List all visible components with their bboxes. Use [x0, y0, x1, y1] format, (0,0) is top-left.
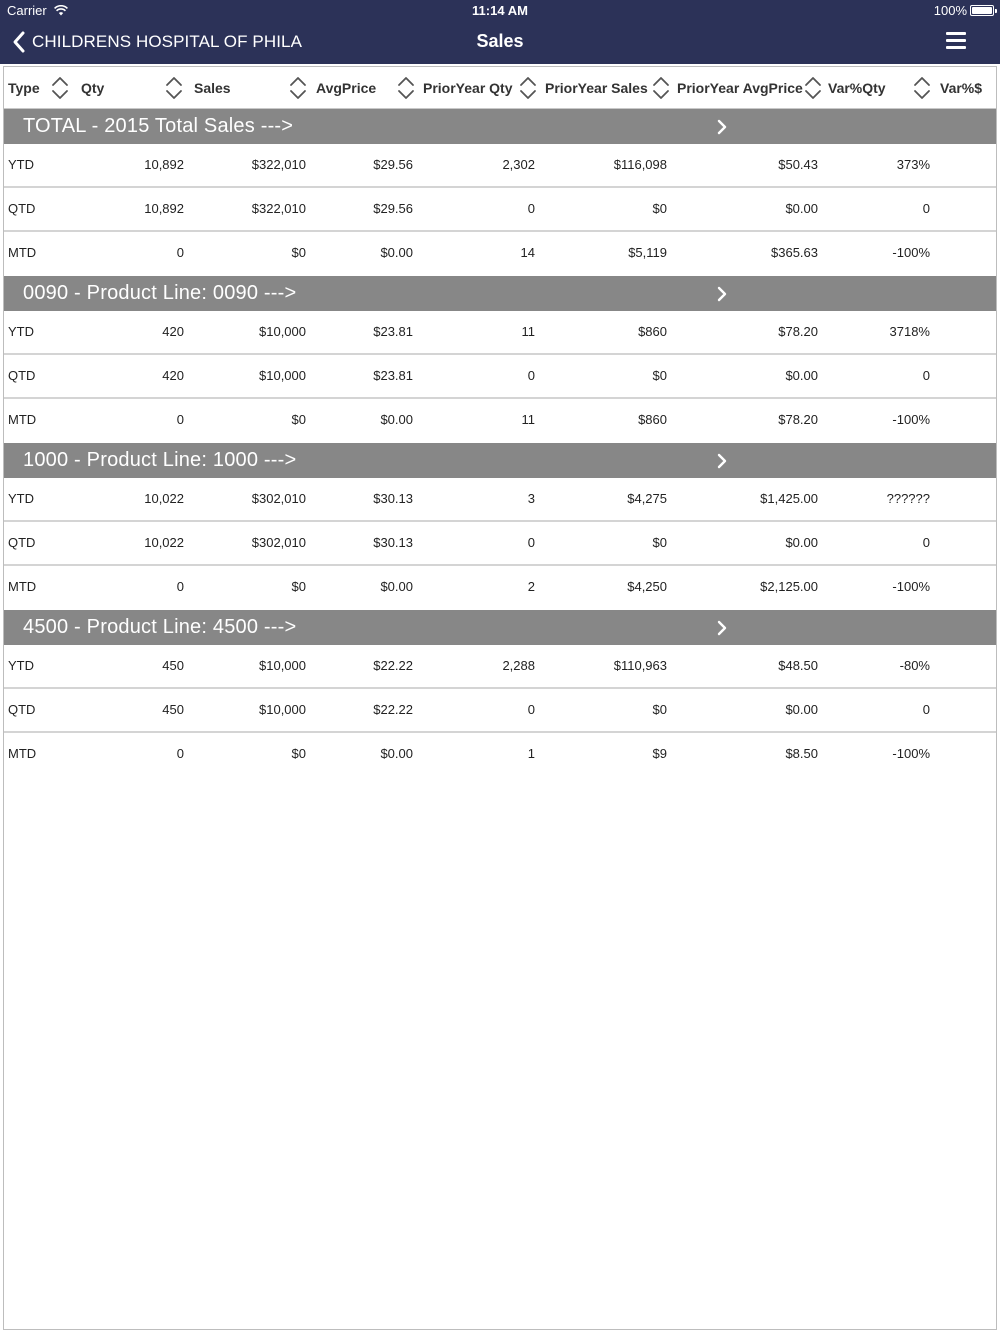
cell-sales: $302,010 — [251, 491, 306, 506]
cell-qty: 0 — [176, 746, 184, 761]
group-label: TOTAL - 2015 Total Sales ---> — [23, 115, 294, 137]
cell-prioryear-avgprice: $0.00 — [785, 368, 818, 383]
cell-var-qty: 0 — [922, 535, 930, 550]
cell-prioryear-avgprice: $0.00 — [785, 201, 818, 216]
table-row — [4, 355, 996, 399]
cell-var-qty: -100% — [892, 412, 930, 427]
column-header-label: PriorYear AvgPrice — [677, 80, 803, 96]
cell-prioryear-avgprice: $365.63 — [771, 245, 818, 260]
cell-sales: $0 — [291, 412, 306, 427]
cell-prioryear-qty: 1 — [527, 746, 535, 761]
cell-type: MTD — [8, 746, 37, 761]
cell-prioryear-qty: 2,288 — [502, 658, 535, 673]
group-header-product-line-4500[interactable] — [4, 610, 996, 645]
cell-avgprice: $29.56 — [373, 157, 413, 172]
column-header-label: Qty — [81, 80, 105, 96]
status-time: 11:14 AM — [472, 3, 528, 18]
cell-avgprice: $23.81 — [373, 368, 413, 383]
cell-prioryear-avgprice: $50.43 — [778, 157, 818, 172]
table-row — [4, 311, 996, 355]
column-header-prioryear-qty[interactable] — [423, 67, 538, 109]
column-header-label: AvgPrice — [316, 80, 377, 96]
cell-qty: 0 — [176, 412, 184, 427]
cell-qty: 420 — [162, 368, 184, 383]
sort-icon — [518, 76, 538, 100]
cell-avgprice: $0.00 — [380, 579, 413, 594]
cell-sales: $322,010 — [251, 157, 306, 172]
cell-prioryear-avgprice: $2,125.00 — [760, 579, 818, 594]
cell-qty: 10,022 — [144, 491, 184, 506]
cell-prioryear-sales: $0 — [652, 535, 667, 550]
carrier-label: Carrier — [7, 3, 47, 18]
cell-prioryear-avgprice: $0.00 — [785, 535, 818, 550]
column-header-prioryear-avgprice[interactable] — [677, 67, 823, 109]
cell-qty: 10,892 — [144, 201, 184, 216]
cell-prioryear-sales: $9 — [652, 746, 667, 761]
cell-type: YTD — [8, 157, 34, 172]
cell-var-qty: 0 — [922, 702, 930, 717]
cell-prioryear-avgprice: $1,425.00 — [760, 491, 818, 506]
cell-type: YTD — [8, 324, 34, 339]
cell-prioryear-avgprice: $78.20 — [778, 412, 818, 427]
cell-prioryear-sales: $116,098 — [613, 157, 667, 172]
sort-icon — [912, 76, 932, 100]
cell-avgprice: $30.13 — [373, 491, 413, 506]
table-row — [4, 188, 996, 232]
sort-icon — [50, 76, 70, 100]
table-row — [4, 399, 996, 443]
cell-qty: 10,892 — [144, 157, 184, 172]
cell-avgprice: $0.00 — [380, 245, 413, 260]
cell-prioryear-qty: 14 — [520, 245, 535, 260]
table-header — [4, 67, 996, 109]
cell-prioryear-avgprice: $48.50 — [778, 658, 818, 673]
cell-avgprice: $30.13 — [373, 535, 413, 550]
table-row — [4, 232, 996, 276]
cell-prioryear-qty: 0 — [527, 201, 535, 216]
table-row — [4, 689, 996, 733]
battery-percent: 100% — [933, 3, 967, 18]
sort-icon — [651, 76, 671, 100]
cell-avgprice: $23.81 — [373, 324, 413, 339]
cell-sales: $322,010 — [251, 201, 306, 216]
cell-qty: 450 — [162, 702, 184, 717]
cell-type: QTD — [8, 368, 36, 383]
battery-icon — [970, 5, 994, 16]
cell-avgprice: $0.00 — [380, 746, 413, 761]
cell-prioryear-qty: 2 — [527, 579, 535, 594]
cell-sales: $10,000 — [259, 324, 306, 339]
cell-sales: $10,000 — [259, 658, 306, 673]
cell-prioryear-qty: 3 — [527, 491, 535, 506]
cell-sales: $0 — [291, 746, 306, 761]
column-header-label: PriorYear Qty — [423, 80, 513, 96]
cell-prioryear-sales: $0 — [652, 368, 667, 383]
column-header-label: Sales — [194, 80, 231, 96]
table-row — [4, 645, 996, 689]
sort-icon — [396, 76, 416, 100]
cell-qty: 0 — [176, 245, 184, 260]
cell-qty: 450 — [162, 658, 184, 673]
cell-var-qty: 373% — [896, 157, 930, 172]
cell-prioryear-sales: $5,119 — [628, 245, 667, 260]
cell-prioryear-sales: $860 — [638, 324, 667, 339]
table-row — [4, 144, 996, 188]
column-header-label: Var%$ — [940, 80, 983, 96]
cell-prioryear-sales: $4,250 — [627, 579, 667, 594]
column-header-avgprice[interactable] — [316, 67, 416, 109]
cell-prioryear-sales: $0 — [652, 702, 667, 717]
cell-type: MTD — [8, 245, 37, 260]
cell-avgprice: $0.00 — [380, 412, 413, 427]
group-label: 0090 - Product Line: 0090 ---> — [23, 282, 297, 304]
cell-var-qty: -80% — [899, 658, 930, 673]
cell-prioryear-sales: $0 — [652, 201, 667, 216]
page-title: Sales — [476, 31, 524, 51]
table-row — [4, 733, 996, 777]
cell-prioryear-qty: 11 — [521, 324, 535, 339]
top-bar — [0, 0, 1000, 64]
cell-qty: 420 — [162, 324, 184, 339]
back-button[interactable] — [10, 28, 302, 56]
status-battery — [934, 3, 994, 18]
column-header-label: Var%Qty — [828, 80, 886, 96]
chevron-right-icon — [716, 286, 728, 302]
cell-var-qty: 0 — [922, 201, 930, 216]
cell-sales: $0 — [291, 245, 306, 260]
cell-prioryear-qty: 11 — [521, 412, 535, 427]
column-header-prioryear-sales[interactable] — [545, 67, 671, 109]
cell-sales: $302,010 — [251, 535, 306, 550]
cell-prioryear-qty: 0 — [527, 702, 535, 717]
cell-var-qty: 0 — [922, 368, 930, 383]
cell-var-qty: -100% — [892, 579, 930, 594]
column-header-label: PriorYear Sales — [545, 80, 648, 96]
group-label: 1000 - Product Line: 1000 ---> — [23, 449, 297, 471]
cell-var-qty: 3718% — [889, 324, 930, 339]
cell-sales: $10,000 — [259, 702, 306, 717]
cell-prioryear-qty: 0 — [527, 535, 535, 550]
hamburger-icon — [946, 32, 966, 49]
table-row — [4, 522, 996, 566]
cell-sales: $0 — [291, 579, 306, 594]
cell-type: MTD — [8, 579, 37, 594]
cell-type: QTD — [8, 201, 36, 216]
cell-type: QTD — [8, 702, 36, 717]
group-label: 4500 - Product Line: 4500 ---> — [23, 616, 297, 638]
cell-prioryear-sales: $4,275 — [627, 491, 667, 506]
sort-icon — [803, 76, 823, 100]
cell-qty: 10,022 — [144, 535, 184, 550]
cell-prioryear-sales: $860 — [638, 412, 667, 427]
column-header-var-qty[interactable] — [828, 67, 932, 109]
cell-prioryear-avgprice: $8.50 — [785, 746, 818, 761]
back-label: CHILDRENS HOSPITAL OF PHILA — [32, 32, 303, 51]
column-header-label: Type — [8, 80, 40, 96]
cell-var-qty: -100% — [892, 746, 930, 761]
table-row — [4, 478, 996, 522]
sales-table — [3, 66, 997, 1330]
group-header-product-line-1000[interactable] — [4, 443, 996, 478]
cell-type: QTD — [8, 535, 36, 550]
cell-prioryear-qty: 0 — [527, 368, 535, 383]
cell-var-qty: ?????? — [886, 491, 930, 506]
group-header-total[interactable] — [4, 109, 996, 144]
cell-type: YTD — [8, 491, 34, 506]
group-header-product-line-0090[interactable] — [4, 276, 996, 311]
column-header-sales[interactable] — [194, 67, 308, 109]
chevron-right-icon — [716, 453, 728, 469]
chevron-right-icon — [716, 620, 728, 636]
cell-prioryear-avgprice: $78.20 — [778, 324, 818, 339]
cell-avgprice: $29.56 — [373, 201, 413, 216]
cell-prioryear-sales: $110,963 — [613, 658, 667, 673]
chevron-right-icon — [716, 119, 728, 135]
menu-button[interactable] — [946, 32, 966, 50]
column-header-var-dollar[interactable] — [940, 67, 982, 109]
cell-prioryear-avgprice: $0.00 — [785, 702, 818, 717]
cell-avgprice: $22.22 — [373, 702, 413, 717]
cell-type: YTD — [8, 658, 34, 673]
cell-var-qty: -100% — [892, 245, 930, 260]
column-header-qty[interactable] — [81, 67, 184, 109]
column-header-type[interactable] — [8, 67, 70, 109]
sort-icon — [164, 76, 184, 100]
sort-icon — [288, 76, 308, 100]
chevron-left-icon — [10, 30, 30, 54]
table-row — [4, 566, 996, 610]
cell-avgprice: $22.22 — [373, 658, 413, 673]
cell-prioryear-qty: 2,302 — [502, 157, 535, 172]
cell-sales: $10,000 — [259, 368, 306, 383]
cell-qty: 0 — [176, 579, 184, 594]
cell-type: MTD — [8, 412, 37, 427]
